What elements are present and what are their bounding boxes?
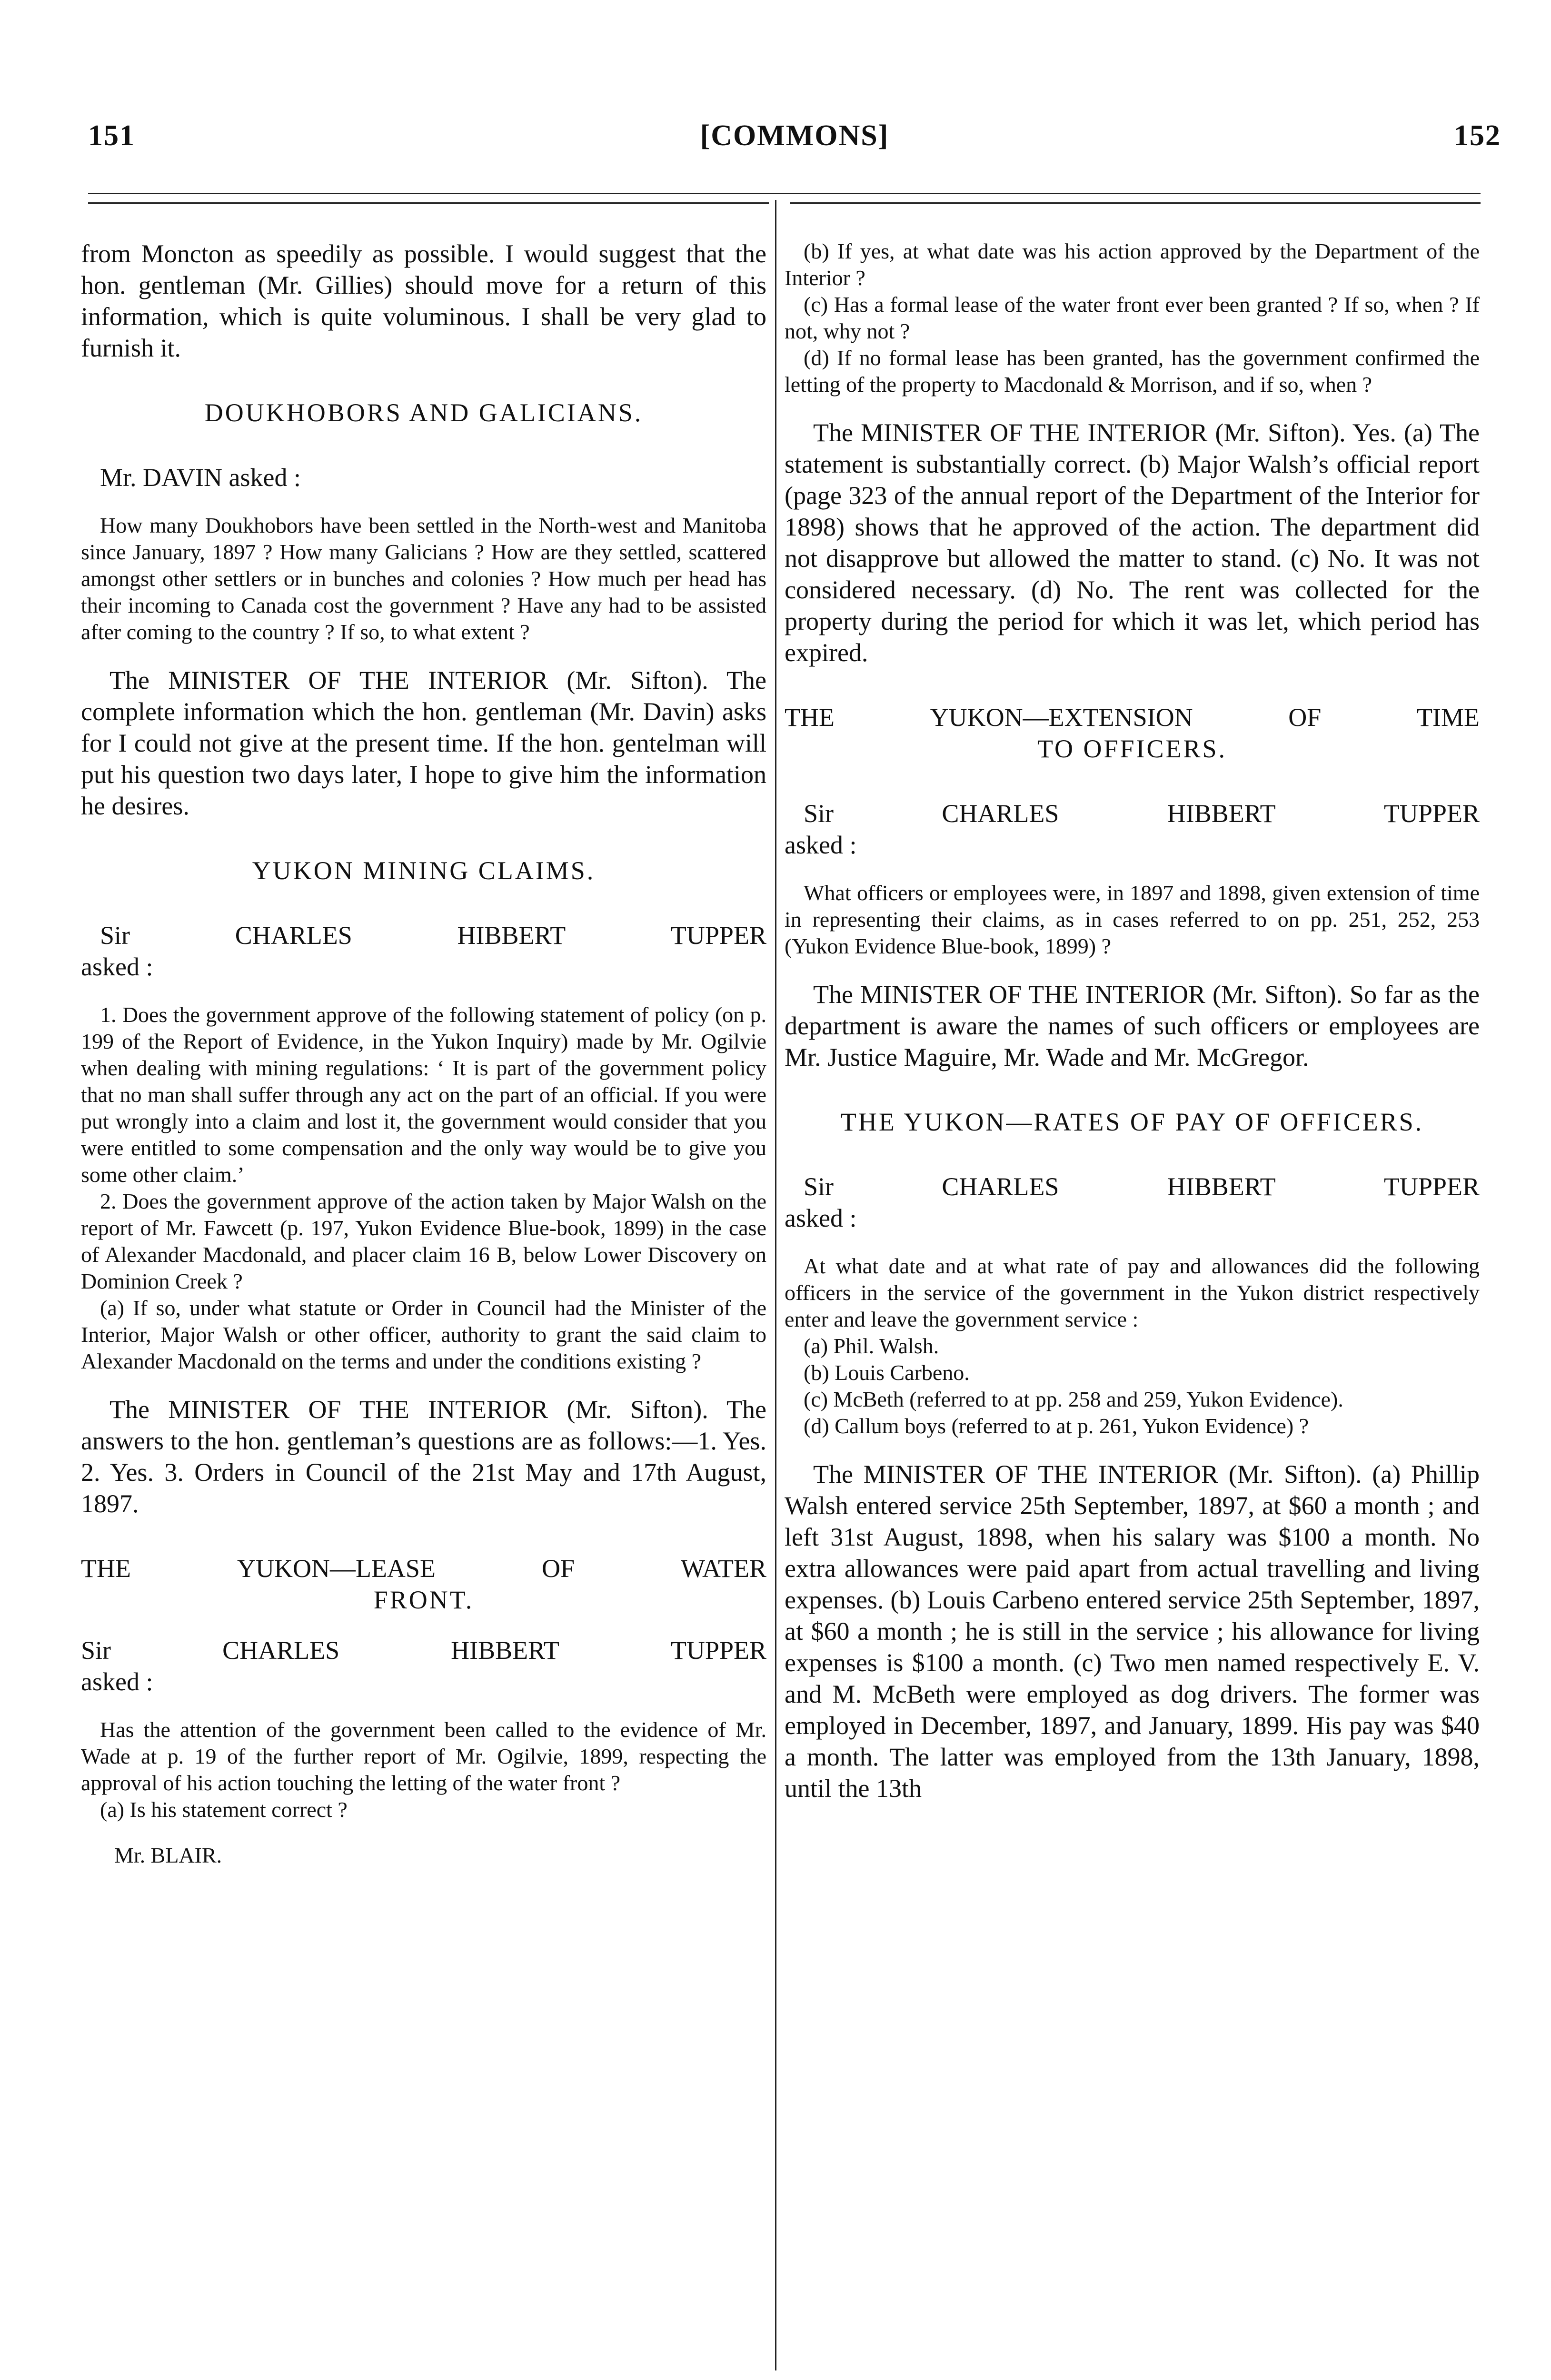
asker-word: CHARLES bbox=[942, 799, 1059, 828]
asker-word: Sir bbox=[804, 799, 834, 828]
left-page-number: 151 bbox=[88, 119, 135, 152]
asker-word: TUPPER bbox=[670, 1636, 766, 1665]
question-1: 1. Does the government approve of the following statement of policy (on p. 199 of the Report of Evidence, in the Yukon Inquiry) made by Mr. Ogilvie when dealing with mining regulations: ‘ It is part of the government policy that no man shall suffer through any act on the part of an official. If you were put wrongly into a claim and lost it, the government would consider that you were entitled to some compensation and the only way would be to give you some other claim.’ bbox=[81, 1002, 766, 1187]
section-heading-extension-line2: TO OFFICERS. bbox=[1037, 734, 1227, 763]
section-heading-lease-line1 bbox=[81, 1553, 766, 1584]
left-column bbox=[81, 238, 766, 1869]
asker-word: Sir bbox=[81, 1636, 111, 1665]
question-water-front: Has the attention of the government been called to the evidence of Mr. Wade at p. 19 of the further report of Mr. Ogilvie, 1899, respecting the approval of his action touching the letting of the water front ? bbox=[81, 1717, 766, 1795]
heading-word: YUKON—LEASE bbox=[237, 1554, 436, 1583]
heading-word: TIME bbox=[1417, 703, 1480, 732]
answer-doukhobors: The MINISTER OF THE INTERIOR (Mr. Sifton). The complete information which the hon. gentleman (Mr. Davin) asks for I could not give at the present time. If the hon. gentelman will put his question two days later, I hope to give him the information he desires. bbox=[81, 666, 766, 820]
answer-extension: The MINISTER OF THE INTERIOR (Mr. Sifton). So far as the department is aware the names of such officers or employees are Mr. Justice Maguire, Mr. Wade and Mr. McGregor. bbox=[785, 980, 1480, 1071]
asker-word: Sir bbox=[804, 1172, 834, 1201]
section-heading-yukon-mining: YUKON MINING CLAIMS. bbox=[252, 856, 596, 885]
asked-label: asked : bbox=[81, 1667, 153, 1696]
heading-word: YUKON—EXTENSION bbox=[930, 703, 1193, 732]
asker-word: HIBBERT bbox=[1167, 1172, 1276, 1201]
question-extension: What officers or employees were, in 1897 and 1898, given extension of time in representing their claims, as in cases referred to on pp. 251, 252, 253 (Yukon Evidence Blue-book, 1899) ? bbox=[785, 881, 1480, 958]
reply-speaker-blair: Mr. BLAIR. bbox=[114, 1843, 222, 1867]
asker-word: TUPPER bbox=[1383, 799, 1480, 828]
asker-word: CHARLES bbox=[222, 1636, 340, 1665]
asker-tupper-3 bbox=[785, 798, 1480, 829]
right-page-number: 152 bbox=[1454, 119, 1501, 152]
asked-label: asked : bbox=[81, 952, 153, 981]
asker-word: Sir bbox=[100, 921, 130, 950]
intro-paragraph: from Moncton as speedily as possible. I would suggest that the hon. gentleman (Mr. Gillies) should move for a return of this information, which is quite voluminous. I shall be very glad to furnish it. bbox=[81, 239, 766, 362]
question-b: (b) If yes, at what date was his action approved by the Department of the Interior ? bbox=[785, 239, 1480, 290]
question-doukhobors: How many Doukhobors have been settled in the North-west and Manitoba since January, 1897 ? How many Galicians ? How are they settled, scattered amongst other settlers or in bunches and colonies ? How much per head has their incoming to Canada cost the government ? Have any had to be assisted after coming to the country ? If so, to what extent ? bbox=[81, 513, 766, 644]
asker-word: HIBBERT bbox=[457, 921, 566, 950]
question-rates-d: (d) Callum boys (referred to at p. 261, Yukon Evidence) ? bbox=[804, 1414, 1309, 1438]
heading-word: THE bbox=[785, 703, 835, 732]
question-rates-b: (b) Louis Carbeno. bbox=[804, 1360, 970, 1385]
section-heading-lease-line2: FRONT. bbox=[373, 1586, 474, 1614]
question-rates-a: (a) Phil. Walsh. bbox=[804, 1334, 939, 1358]
question-rates: At what date and at what rate of pay and allowances did the following officers in the service of the government in the Yukon district respectively enter and leave the government service : bbox=[785, 1254, 1480, 1331]
asker-word: CHARLES bbox=[942, 1172, 1059, 1201]
asked-label: asked : bbox=[785, 1204, 857, 1232]
asker-word: HIBBERT bbox=[1167, 799, 1276, 828]
answer-water-front: The MINISTER OF THE INTERIOR (Mr. Sifton). Yes. (a) The statement is substantially correct. (b) Major Walsh’s official report (page 323 of the annual report of the Department of the Interior for 1898) shows that he approved of the action. The department did not disapprove but allowed the matter to stand. (c) No. It was not considered necessary. (d) No. The rent was collected for the property during the period for which it was let, which period has expired. bbox=[785, 418, 1480, 667]
answer-rates-of-pay: The MINISTER OF THE INTERIOR (Mr. Sifton). (a) Phillip Walsh entered service 25th September, 1897, at $60 a month ; and left 31st August, 1898, when his salary was $100 a month. No extra allowances were paid apart from actual travelling and living expenses. (b) Louis Carbeno entered service 25th September, 1897, at $60 a month ; he is still in the service ; his allowance for living expenses is $100 a month. (c) Two men named respectively E. V. and M. McBeth were employed as dog drivers. The former was employed in December, 1897, and January, 1899. His pay was $40 a month. The latter was employed from the 13th January, 1898, until the 13th bbox=[785, 1460, 1480, 1803]
heading-word: THE bbox=[81, 1554, 131, 1583]
header-rule-right bbox=[790, 202, 1481, 204]
asker-word: TUPPER bbox=[1383, 1172, 1480, 1201]
right-column bbox=[785, 238, 1480, 1804]
running-head: [COMMONS] bbox=[700, 119, 889, 152]
question-2a: (a) If so, under what statute or Order in Council had the Minister of the Interior, Major Walsh or other officer, authority to grant the said claim to Alexander Macdonald on the terms and under the conditions existing ? bbox=[81, 1296, 766, 1373]
question-c: (c) Has a formal lease of the water front ever been granted ? If so, when ? If not, why not ? bbox=[785, 292, 1480, 343]
asker-tupper-2 bbox=[81, 1635, 766, 1666]
answer-yukon-mining: The MINISTER OF THE INTERIOR (Mr. Sifton). The answers to the hon. gentleman’s questions are as follows:—1. Yes. 2. Yes. 3. Orders in Council of the 21st May and 17th August, 1897. bbox=[81, 1395, 766, 1518]
section-heading-extension-line1 bbox=[785, 702, 1480, 733]
question-2: 2. Does the government approve of the action taken by Major Walsh on the report of Mr. Fawcett (p. 197, Yukon Evidence Blue-book, 1899) in the case of Alexander Macdonald, and placer claim 16 B, below Lower Discovery on Dominion Creek ? bbox=[81, 1189, 766, 1293]
page-header bbox=[88, 119, 1501, 162]
asker-davin: Mr. DAVIN asked : bbox=[100, 463, 301, 492]
section-heading-doukhobors: DOUKHOBORS AND GALICIANS. bbox=[204, 398, 643, 427]
question-water-front-a: (a) Is his statement correct ? bbox=[100, 1797, 348, 1822]
asker-word: HIBBERT bbox=[451, 1636, 559, 1665]
asker-tupper-4 bbox=[785, 1171, 1480, 1202]
column-divider bbox=[775, 200, 776, 2370]
section-heading-rates-of-pay: THE YUKON—RATES OF PAY OF OFFICERS. bbox=[840, 1108, 1424, 1136]
asker-word: CHARLES bbox=[235, 921, 352, 950]
heading-word: WATER bbox=[680, 1554, 766, 1583]
heading-word: OF bbox=[1288, 703, 1322, 732]
asker-tupper-1 bbox=[81, 920, 766, 951]
header-rule-top bbox=[88, 193, 1481, 194]
asker-word: TUPPER bbox=[670, 921, 766, 950]
heading-word: OF bbox=[541, 1554, 575, 1583]
question-d: (d) If no formal lease has been granted, has the government confirmed the letting of the property to Macdonald & Morrison, and if so, when ? bbox=[785, 346, 1480, 397]
question-rates-c: (c) McBeth (referred to at pp. 258 and 259, Yukon Evidence). bbox=[804, 1387, 1343, 1411]
asked-label: asked : bbox=[785, 831, 857, 859]
header-rule-left bbox=[88, 202, 769, 204]
